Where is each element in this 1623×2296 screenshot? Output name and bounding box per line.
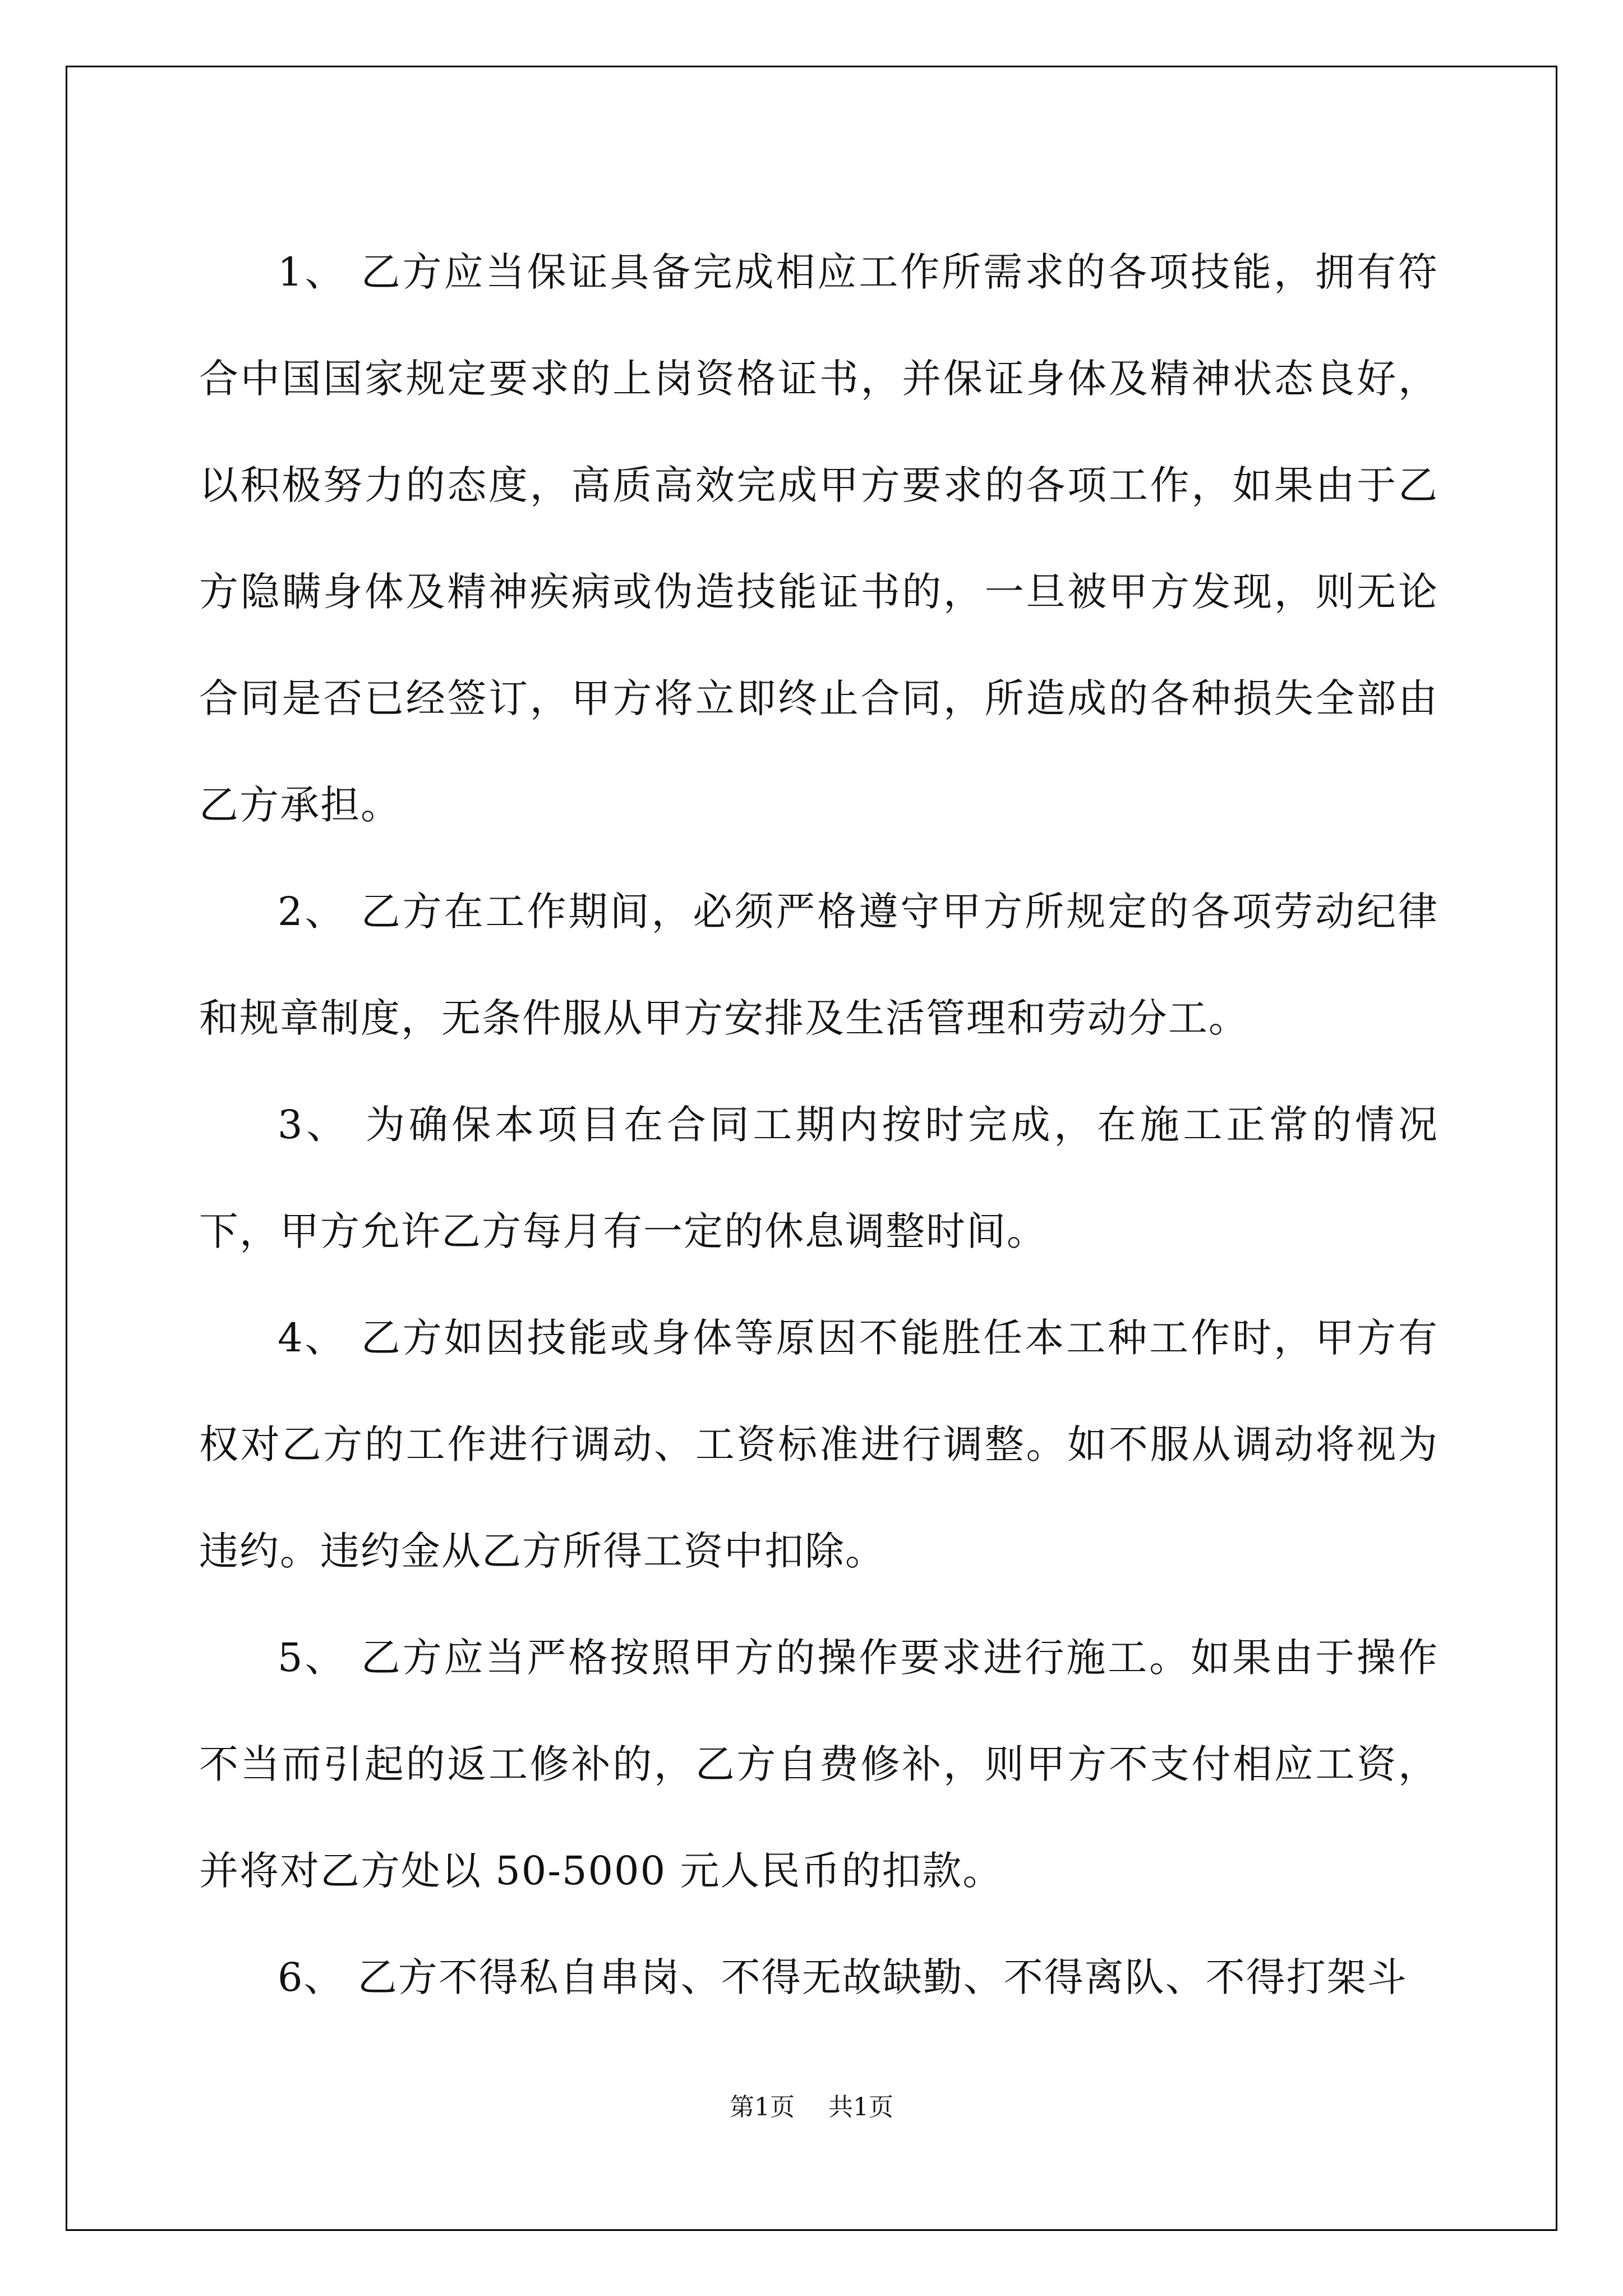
page-count: 共1页 bbox=[828, 2093, 893, 2122]
page-footer bbox=[0, 2087, 1623, 2123]
document-body bbox=[199, 219, 1438, 2031]
paragraph-1: 1、 乙方应当保证具备完成相应工作所需求的各项技能，拥有符合中国国家规定要求的上岗资格证书，并保证身体及精神状态良好，以积极努力的态度，高质高效完成甲方要求的各项工作，如果由于乙方隐瞒身体及精神疾病或伪造技能证书的，一旦被甲方发现，则无论合同是否已经签订，甲方将立即终止合同，所造成的各种损失全部由乙方承担。 bbox=[199, 249, 1438, 828]
paragraph-6: 6、 乙方不得私自串岗、不得无故缺勤、不得离队、不得打架斗 bbox=[278, 1954, 1408, 2000]
paragraph-4: 4、 乙方如因技能或身体等原因不能胜任本工种工作时，甲方有权对乙方的工作进行调动、工资标准进行调整。如不服从调动将视为违约。违约金从乙方所得工资中扣除。 bbox=[199, 1315, 1438, 1574]
paragraph-5: 5、 乙方应当严格按照甲方的操作要求进行施工。如果由于操作不当而引起的返工修补的，乙方自费修补，则甲方不支付相应工资，并将对乙方处以 50-5000 元人民币的扣款。 bbox=[199, 1635, 1438, 1894]
paragraph-3: 3、 为确保本项目在合同工期内按时完成，在施工正常的情况下，甲方允许乙方每月有一定的休息调整时间。 bbox=[199, 1102, 1438, 1254]
page-number: 第1页 bbox=[730, 2093, 795, 2122]
paragraph-2: 2、 乙方在工作期间，必须严格遵守甲方所规定的各项劳动纪律和规章制度，无条件服从甲方安排及生活管理和劳动分工。 bbox=[199, 889, 1438, 1041]
